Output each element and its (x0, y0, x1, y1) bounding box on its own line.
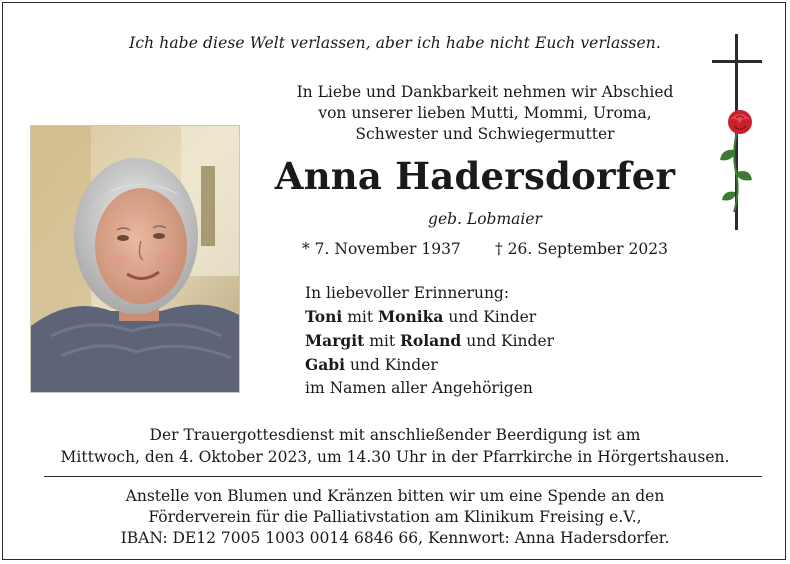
birth-date: * 7. November 1937 (302, 240, 461, 258)
mourner-name: Gabi (305, 355, 346, 374)
mourner-join: mit (342, 308, 379, 326)
mourners-list (305, 282, 554, 400)
intro-line: In Liebe und Dankbarkeit nehmen wir Abschied (296, 83, 674, 101)
intro-text (250, 82, 720, 145)
cross-with-rose-icon (706, 32, 768, 234)
mourner-join: mit (364, 332, 401, 350)
divider (44, 476, 762, 477)
portrait-photo (30, 125, 240, 393)
mourner-rest: und Kinder (461, 332, 555, 350)
portrait-illustration (31, 126, 240, 393)
donation-line: Anstelle von Blumen und Kränzen bitten wir um eine Spende an den (125, 487, 665, 505)
intro-line: Schwester und Schwiegermutter (355, 125, 615, 143)
deceased-name: Anna Hadersdorfer (274, 154, 676, 198)
donation-line: IBAN: DE12 7005 1003 0014 6846 66, Kennwort: Anna Hadersdorfer. (120, 529, 670, 547)
mourner-line (305, 329, 554, 353)
maiden-name: geb. Lobmaier (428, 210, 542, 228)
mourner-name: Toni (305, 307, 343, 326)
donation-info (0, 486, 790, 549)
mourner-line (305, 305, 554, 329)
mourner-name: Margit (305, 331, 365, 350)
motto: Ich habe diese Welt verlassen, aber ich habe nicht Euch verlassen. (129, 34, 661, 52)
service-line: Mittwoch, den 4. Oktober 2023, um 14.30 Uhr in der Pfarrkirche in Hörgertshausen. (60, 448, 730, 466)
mourner-rest: und Kinder (345, 356, 438, 374)
intro-line: von unserer lieben Mutti, Mommi, Uroma, (318, 104, 652, 122)
mourners-heading: In liebevoller Erinnerung: (305, 284, 510, 302)
donation-line: Förderverein für die Palliativstation am Klinikum Freising e.V., (148, 508, 642, 526)
service-line: Der Trauergottesdienst mit anschließender Beerdigung ist am (149, 426, 641, 444)
death-date: † 26. September 2023 (495, 240, 668, 258)
mourner-line (305, 353, 554, 377)
mourner-line: im Namen aller Angehörigen (305, 379, 533, 397)
mourner-name: Monika (378, 307, 444, 326)
mourner-name: Roland (400, 331, 462, 350)
service-info (0, 424, 790, 468)
mourner-rest: und Kinder (443, 308, 537, 326)
